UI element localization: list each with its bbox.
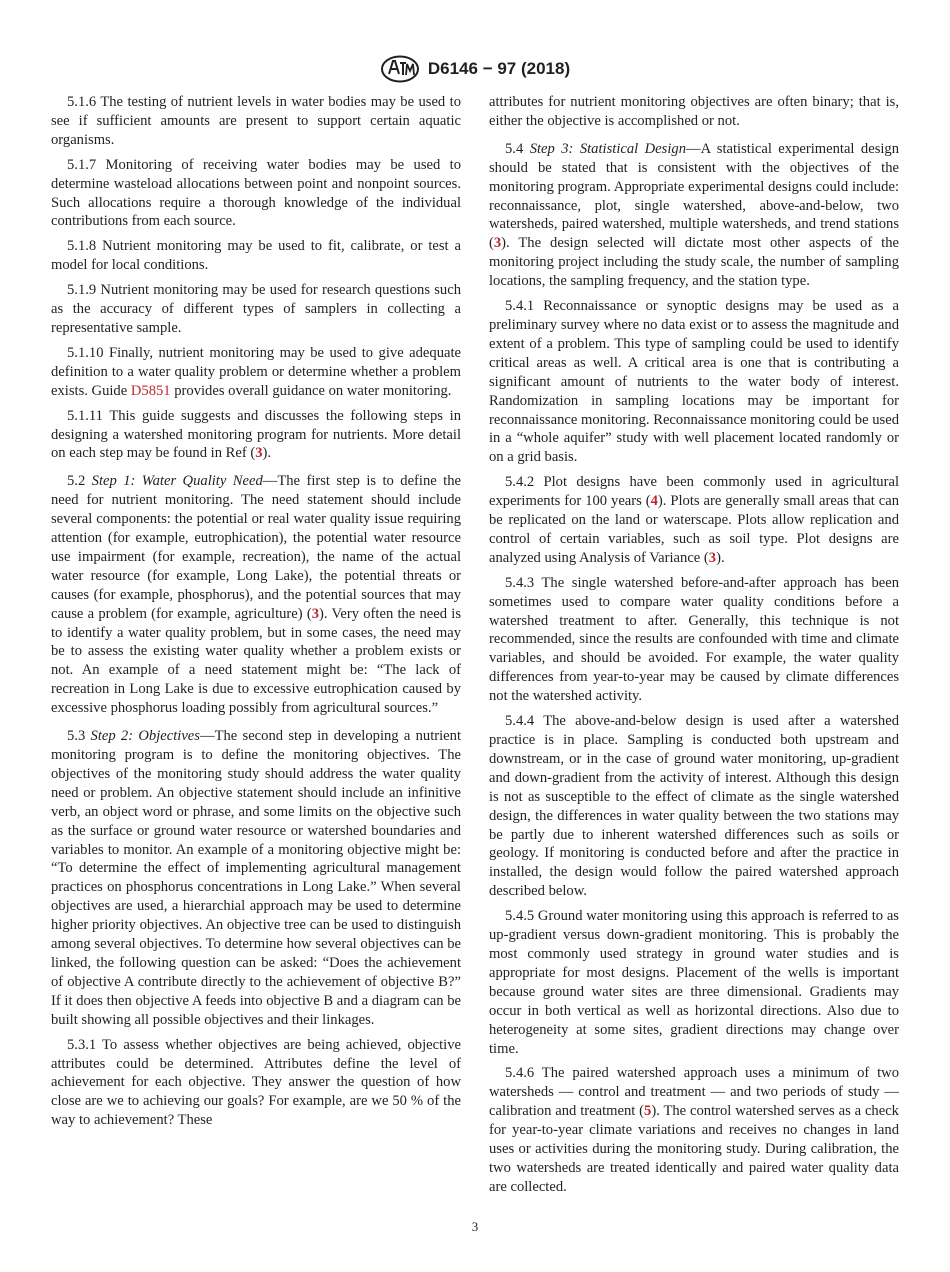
paragraph-5-1-11: 5.1.11 This guide suggests and discusses the following steps in designing a watershed monitoring program for nutrients. More detail on each step may be found in Ref (3). [51, 407, 461, 462]
paragraph-5-4-5: 5.4.5 Ground water monitoring using this approach is referred to as up-gradient versus down-gradient monitoring. This is probably the most commonly used strategy in ground water studies and is appropriate for most designs. Placement of the wells is important because ground water sites are three dimensional. Gradients may occur in both vertical as well as horizontal directions. Also due to heterogeneity at some sites, gradient directions may change over time. [489, 908, 899, 1057]
paragraph-5-3-1: 5.3.1 To assess whether objectives are being achieved, objective attributes could be determined. Attributes define the level of achievement for each objective. They answer the question of how close are we to achieving our goals? For example, are we 50 % of the way to achievement? These [51, 1036, 461, 1129]
page-header [0, 54, 950, 84]
astm-logo-icon [380, 55, 420, 83]
paragraph-5-1-6: 5.1.6 The testing of nutrient levels in water bodies may be used to see if sufficient amounts are present to support certain aquatic organisms. [51, 94, 461, 148]
paragraph-5-4-4: 5.4.4 The above-and-below design is used after a watershed practice is in place. Sampling is conducted both upstream and downstream, or in the case of ground water monitoring, up-gradient and down-gradient from the activity of interest. Although this design is not as susceptible to the effect of climate as the single watershed design, the differences in water quality between the two stations may be partly due to inherent watershed differences such as soils or geology. If monitoring is conducted before and after the practice in installed, the design would follow the paired watershed approach described below. [489, 713, 899, 900]
section-5-4: 5.4 Step 3: Statistical Design—A statistical experimental design should be stated that is consistent with the objectives of the monitoring program. Appropriate experimental designs could include: reconnaissance, plot, single watershed, above-and-below, two watersheds, paired watershed, multiple watersheds, and trend stations (3). The design selected will dictate most other aspects of the monitoring project including the study scale, the number of sampling locations, the sampling frequency, and the station type. [489, 140, 900, 290]
section-title: Step 3: Statistical Design [529, 140, 686, 157]
standard-designation: D6146 − 97 (2018) [427, 59, 571, 78]
reference-link[interactable]: 3 [493, 235, 502, 252]
right-column [489, 93, 899, 1203]
section-5-3: 5.3 Step 2: Objectives—The second step in developing a nutrient monitoring program is to define the monitoring objectives. The objectives of the monitoring study should address the water quality need or problem. An objective statement should include an infinitive verb, an object word or phrase, and some limits on the objective such as the surface or ground water resource or watershed boundaries and variables to monitor. An example of a monitoring objective might be: “To determine the effect of implementing agricultural management practices on phosphorus concentrations in Long Lake.” When several objectives are used, a hierarchial approach may be used to determine higher priority objectives. An objective tree can be used to distinguish among several objectives. To determine how several objectives can be linked, the following question can be asked: “Does the achievement of objective A contribute directly to the achievement of objective B?” If it does then objective A feeds into objective B and a diagram can be built showing all possible objectives and their linkages. [51, 728, 462, 1028]
reference-link[interactable]: 3 [255, 445, 263, 462]
reference-link[interactable]: 4 [650, 493, 658, 510]
guide-d5851-link[interactable]: D5851 [130, 382, 171, 399]
left-column [51, 93, 461, 1136]
paragraph-5-4-6: 5.4.6 The paired watershed approach uses a minimum of two watersheds — control and treatment — and two periods of study — calibration and treatment (5). The control watershed serves as a check for year-to-year climate variations and receives no changes in land uses or activities during the monitoring study. During calibration, the two watersheds are treated identically and paired water quality data are collected. [489, 1065, 899, 1195]
paragraph-5-3-1-continued: attributes for nutrient monitoring objectives are often binary; that is, either the objective is accomplished or not. [489, 94, 899, 129]
section-title: Step 2: Objectives [90, 728, 200, 745]
section-title: Step 1: Water Quality Need [91, 473, 263, 490]
section-5-2: 5.2 Step 1: Water Quality Need—The first step is to define the need for nutrient monitoring. The need statement should include several components: the potential or real water quality issue requiring attention (for example, eutrophication), the potential water resource use impairment (for example, recreation), the name of the actual water resource (for example, Long Lake), the potential threats or causes (for example, phosphorus), and the potential sources that may cause a problem (for example, agriculture) (3). Very often the need is to identify a water quality problem, but in some cases, the need may be to assess the existing water quality whether a problem exists or not. An example of a need statement might be: “The lack of recreation in Long Lake is due to excessive eutrophication caused by excessive phosphorus loading possibly from agricultural sources.” [51, 473, 462, 717]
reference-link[interactable]: 3 [311, 605, 320, 622]
paragraph-5-1-8: 5.1.8 Nutrient monitoring may be used to fit, calibrate, or test a model for local conditions. [51, 238, 461, 274]
paragraph-5-4-2: 5.4.2 Plot designs have been commonly used in agricultural experiments for 100 years (4). Plots are generally small areas that can be replicated on the land or waterscape. Plots allow replication and control of certain variables, such as soil type. Plot designs are analyzed using Analysis of Variance (3). [489, 474, 899, 566]
reference-link[interactable]: 3 [708, 549, 717, 566]
paragraph-5-1-10: 5.1.10 Finally, nutrient monitoring may be used to give adequate definition to a water quality problem or determine whether a problem exists. Guide D5851 provides overall guidance on water monitoring. [51, 344, 461, 399]
paragraph-5-1-7: 5.1.7 Monitoring of receiving water bodies may be used to determine wasteload allocations between point and nonpoint sources. Such allocations require a thorough knowledge of the individual contributions from each source. [51, 156, 461, 230]
paragraph-5-4-3: 5.4.3 The single watershed before-and-after approach has been sometimes used to compare water quality conditions before a watershed treatment to after. Generally, this technique is not recommended, since the results are confounded with time and climate variables, and should be avoided. For example, the water quality differences from year-to-year may be caused by climate differences not the watershed activity. [489, 574, 899, 705]
page-number: 3 [471, 1219, 479, 1234]
paragraph-5-1-9: 5.1.9 Nutrient monitoring may be used for research questions such as the accuracy of different types of samplers in collecting a representative sample. [51, 282, 461, 336]
paragraph-5-4-1: 5.4.1 Reconnaissance or synoptic designs may be used as a preliminary survey where no data exist or to assess the magnitude and extent of a problem. This type of sampling could be used to identify critical areas as well. A critical area is one that is contributing a significant amount of nutrients to the water body of interest. Randomization in sampling locations may be important for reconnaissance monitoring. Reconnaissance monitoring could be used in a “whole aquifer” study with well placement located randomly or on a grid basis. [489, 298, 899, 466]
reference-link[interactable]: 5 [644, 1103, 652, 1120]
